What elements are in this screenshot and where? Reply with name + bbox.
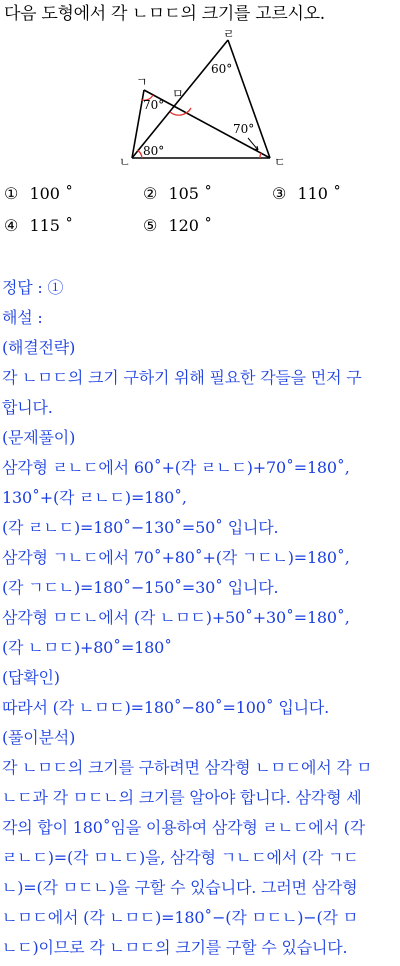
solution-line: ㄹㄴㄷ)=(각 ㅁㄴㄷ)을, 삼각형 ㄱㄴㄷ에서 (각 ㄱㄷ	[2, 848, 359, 867]
solution-line: 130˚+(각 ㄹㄴㄷ)=180˚,	[2, 488, 187, 507]
solution-line: (문제풀이)	[2, 428, 76, 447]
angle-a-value: 70°	[143, 98, 165, 112]
solution-line: (답확인)	[2, 668, 60, 687]
solution-line: 각 ㄴㅁㄷ의 크기를 구하려면 삼각형 ㄴㅁㄷ에서 각 ㅁ	[2, 758, 372, 777]
choice-4-value: 115 ˚	[29, 216, 74, 235]
choice-1-number: ①	[4, 184, 19, 203]
vertex-e-label: ㅁ	[172, 87, 184, 101]
solution-line: ㄴ)=(각 ㅁㄷㄴ)을 구할 수 있습니다. 그러면 삼각형	[2, 878, 358, 897]
angle-c-value: 70°	[233, 122, 255, 136]
choice-1[interactable]	[4, 183, 73, 205]
solution-line: (각 ㄱㄷㄴ)=180˚−150˚=30˚ 입니다.	[2, 578, 279, 597]
solution-line: ㄴㄷ과 각 ㅁㄷㄴ의 크기를 알아야 합니다. 삼각형 세	[2, 788, 362, 807]
solution-line: 합니다.	[2, 398, 53, 417]
choice-2-number: ②	[143, 184, 158, 203]
solution-line: 정답 : ①	[2, 278, 64, 297]
solution-line: ㄴㄷ)이므로 각 ㄴㅁㄷ의 크기를 구할 수 있습니다.	[2, 938, 348, 957]
solution-line: ㄴㅁㄷ에서 (각 ㄴㅁㄷ)=180˚−(각 ㅁㄷㄴ)−(각 ㅁ	[2, 908, 358, 927]
solution-line: 각의 합이 180˚임을 이용하여 삼각형 ㄹㄴㄷ에서 (각	[2, 818, 365, 837]
choice-3-value: 110 ˚	[297, 184, 342, 203]
vertex-d-label: ㄹ	[223, 28, 235, 41]
choice-4-number: ④	[4, 216, 19, 235]
segment-d-c	[228, 40, 270, 158]
choice-3[interactable]	[272, 183, 341, 205]
solution-line: (각 ㄹㄴㄷ)=180˚−130˚=50˚ 입니다.	[2, 518, 279, 537]
solution-line: 삼각형 ㅁㄷㄴ에서 (각 ㄴㅁㄷ)+50˚+30˚=180˚,	[2, 608, 350, 627]
solution-line: 각 ㄴㅁㄷ의 크기 구하기 위해 필요한 각들을 먼저 구	[2, 368, 362, 387]
triangle-figure	[100, 28, 300, 168]
question-text: 다음 도형에서 각 ㄴㅁㄷ의 크기를 고르시오.	[4, 4, 325, 24]
solution-line: (풀이분석)	[2, 728, 76, 747]
vertex-b-label: ㄴ	[119, 155, 131, 168]
choice-5-value: 120 ˚	[168, 216, 213, 235]
choice-4[interactable]	[4, 215, 73, 237]
solution-line: 삼각형 ㄱㄴㄷ에서 70˚+80˚+(각 ㄱㄷㄴ)=180˚,	[2, 548, 350, 567]
angle-b-arc	[137, 150, 142, 158]
choice-5-number: ⑤	[143, 216, 158, 235]
choice-5[interactable]	[143, 215, 212, 237]
choice-2[interactable]	[143, 183, 212, 205]
choice-2-value: 105 ˚	[168, 184, 213, 203]
choice-1-value: 100 ˚	[29, 184, 74, 203]
solution-line: 해설 :	[2, 308, 43, 327]
solution-line: 삼각형 ㄹㄴㄷ에서 60˚+(각 ㄹㄴㄷ)+70˚=180˚,	[2, 458, 350, 477]
angle-b-value: 80°	[143, 144, 165, 158]
choice-3-number: ③	[272, 184, 287, 203]
solution-line: (해결전략)	[2, 338, 76, 357]
solution-line: (각 ㄴㅁㄷ)+80˚=180˚	[2, 638, 172, 657]
solution-block	[2, 273, 398, 963]
vertex-c-label: ㄷ	[274, 155, 286, 168]
vertex-a-label: ㄱ	[136, 75, 148, 89]
solution-line: 따라서 (각 ㄴㅁㄷ)=180˚−80˚=100˚ 입니다.	[2, 698, 330, 717]
angle-d-value: 60°	[211, 62, 233, 76]
